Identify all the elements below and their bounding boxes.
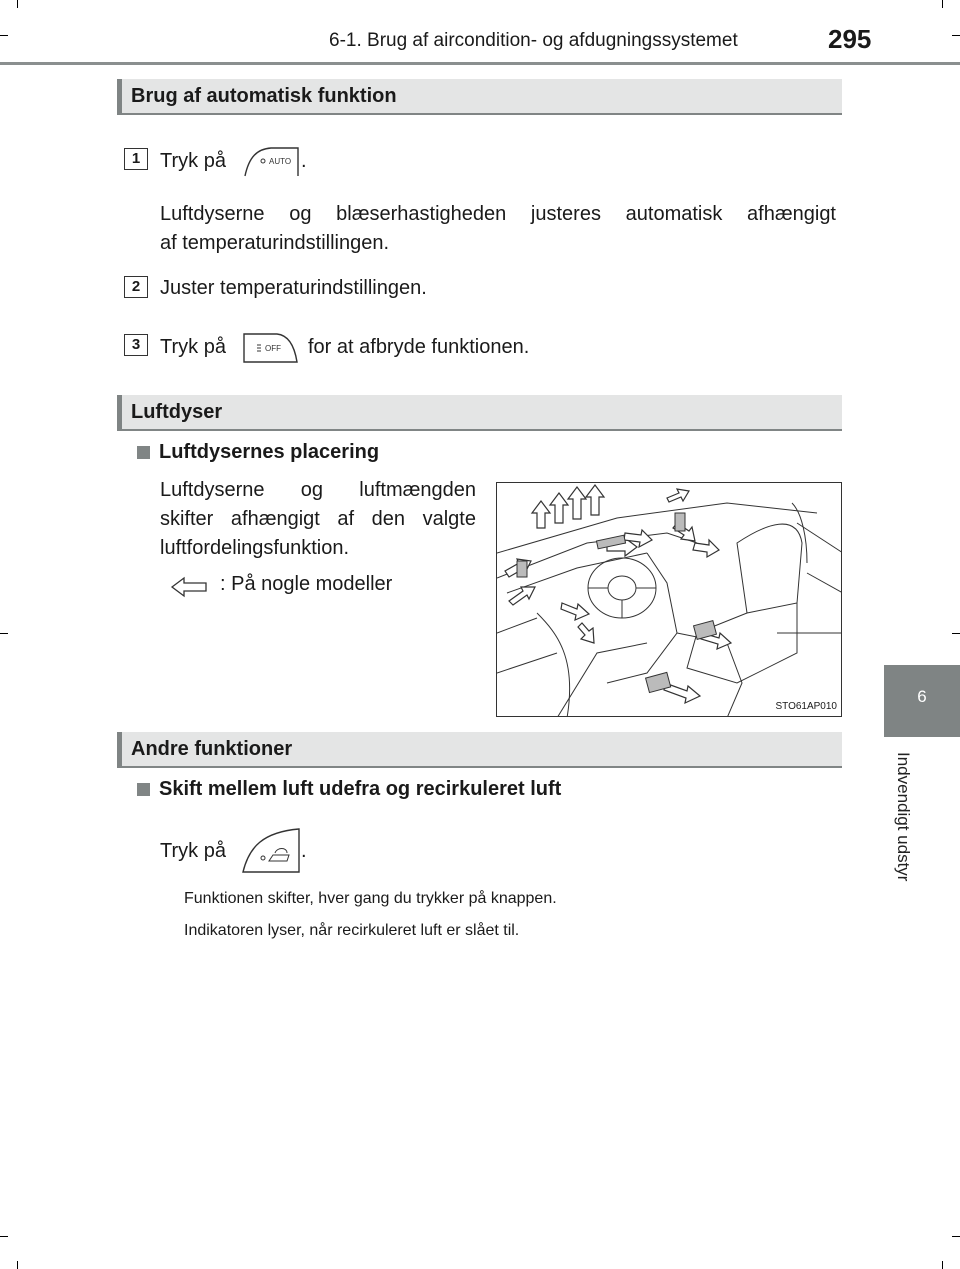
crop-mark	[952, 633, 960, 634]
step1-detail-line2: af temperaturindstillingen.	[160, 232, 390, 254]
off-button-label: OFF	[265, 344, 281, 353]
crop-mark	[952, 1236, 960, 1237]
off-button-icon	[241, 333, 299, 363]
crop-mark	[17, 0, 18, 8]
step1-suffix: .	[301, 150, 307, 172]
recirc-note-1: Funktionen skifter, hver gang du trykker på knappen.	[184, 890, 557, 907]
chapter-label: Indvendigt udstyr	[894, 752, 913, 882]
step3-prefix: Tryk på	[160, 336, 226, 358]
recirc-note-2: Indikatoren lyser, når recirkuleret luft er slået til.	[184, 922, 520, 939]
vents-subheading: Luftdysernes placering	[159, 441, 380, 463]
page-number: 295	[828, 24, 872, 54]
crop-mark	[0, 633, 8, 634]
recirculation-button-icon	[241, 827, 301, 873]
step2-text: Juster temperaturindstillingen.	[160, 277, 427, 299]
bullet-square	[137, 446, 150, 459]
crop-mark	[0, 35, 8, 36]
crop-mark	[942, 0, 943, 8]
section-heading-vents	[117, 395, 842, 431]
crop-mark	[0, 1236, 8, 1237]
vents-legend: : På nogle modeller	[220, 573, 393, 595]
vents-body-line3: luftfordelingsfunktion.	[160, 537, 350, 559]
recirc-prefix: Tryk på	[160, 840, 226, 862]
step1-prefix: Tryk på	[160, 150, 226, 172]
vents-body-line2: skifter afhængigt af den valgte	[160, 508, 476, 530]
step-number: 3	[124, 334, 148, 356]
bullet-square	[137, 783, 150, 796]
section-header: 6-1. Brug af aircondition- og afdugningssystemet	[329, 30, 738, 51]
car-interior-drawing	[497, 483, 842, 717]
step1-detail-line1: Luftdyserne og blæserhastigheden justeres automatisk afhængigt	[160, 203, 836, 225]
section-heading-auto	[117, 79, 842, 115]
step-number: 1	[124, 148, 148, 170]
section-title: Brug af automatisk funktion	[131, 85, 397, 107]
crop-mark	[17, 1261, 18, 1269]
vents-body-line1: Luftdyserne og luftmængden	[160, 479, 476, 501]
vent-location-illustration	[496, 482, 842, 717]
auto-button-icon	[243, 145, 299, 177]
step3-suffix: for at afbryde funktionen.	[308, 336, 530, 358]
section-title: Luftdyser	[131, 401, 223, 423]
figure-code: STO61AP010	[775, 701, 837, 712]
hollow-arrow-icon	[170, 575, 210, 599]
crop-mark	[952, 35, 960, 36]
chapter-tab	[884, 665, 960, 737]
chapter-number: 6	[917, 687, 927, 706]
section-heading-other	[117, 732, 842, 768]
header-rule	[0, 62, 960, 65]
recirc-subheading: Skift mellem luft udefra og recirkuleret luft	[159, 778, 562, 800]
auto-button-label: AUTO	[269, 157, 292, 166]
step-number: 2	[124, 276, 148, 298]
section-title: Andre funktioner	[131, 738, 293, 760]
crop-mark	[942, 1261, 943, 1269]
recirc-suffix: .	[301, 840, 307, 862]
